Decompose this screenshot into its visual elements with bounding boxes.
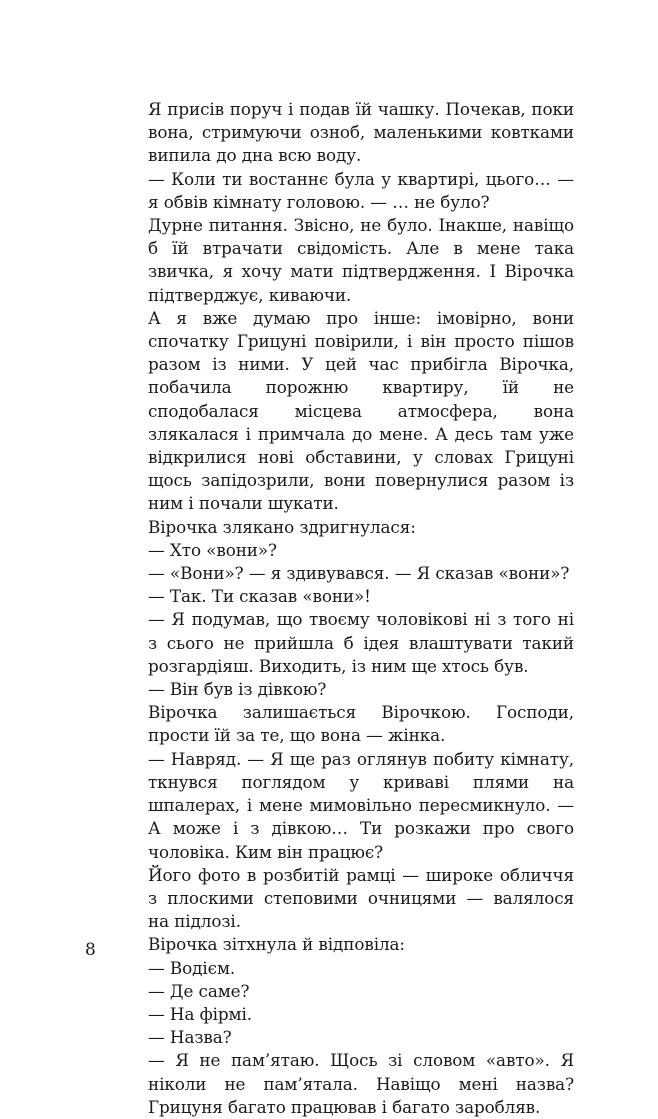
paragraph: Вірочка злякано здригнулася: — [148, 516, 416, 537]
paragraph: — Коли ти востаннє була у квартирі, цього… — я обвів кімнату головою. — … не було? — [148, 168, 574, 212]
paragraph: — На фірмі. — [148, 1003, 252, 1024]
paragraph: — Навряд. — Я ще раз оглянув побиту кімнату, ткнувся поглядом у криваві плями на шпалерах, і мене мимовільно пересмикнуло. — А може і з дівкою… Ти розкажи про свого чоловіка. Ким він працює? — [148, 748, 574, 862]
paragraph: — Хто «вони»? — [148, 539, 277, 560]
paragraph: — Де саме? — [148, 980, 250, 1001]
paragraph: — Назва? — [148, 1027, 232, 1048]
paragraph: Я присів поруч і подав їй чашку. Почекав, поки вона, стримуючи озноб, маленькими ковтками випила до дна всю воду. — [148, 99, 574, 166]
paragraph: — «Вони»? — я здивувався. — Я сказав «вони»? — [148, 563, 570, 584]
paragraph: — Він був із дівкою? — [148, 679, 327, 700]
paragraph: — Так. Ти сказав «вони»! — [148, 586, 371, 607]
body-text — [120, 98, 574, 1119]
paragraph: — Я подумав, що твоєму чоловікові ні з того ні з сього не прийшла б ідея влаштувати такий розгардіяш. Виходить, із ним ще хтось був. — [148, 609, 574, 676]
page-number: 8 — [85, 940, 96, 960]
paragraph: Його фото в розбитій рамці — широке обличчя з плоскими степовими очницями — валялося на підлозі. — [148, 864, 574, 932]
paragraph: Вірочка зітхнула й відповіла: — [148, 934, 405, 955]
paragraph: — Водієм. — [148, 957, 236, 978]
paragraph: — Я не пам’ятаю. Щось зі словом «авто». Я ніколи не пам’ятала. Навіщо мені назва? Грицуня багато працював і багато заробляв. — [148, 1050, 574, 1117]
paragraph: А я вже думаю про інше: імовірно, вони спочатку Грицуні повірили, і він просто пішов разом із ними. У цей час прибігла Вірочка, побачила порожню квартиру, їй не сподобалася місцева атмосфера, вона злякалася і примчала до мене. А десь там уже відкрилися нові обставини, у словах Грицуні щось запідозрили, вони повернулися разом із ним і почали шукати. — [148, 307, 574, 514]
paragraph: Дурне питання. Звісно, не було. Інакше, навіщо б їй втрачати свідомість. Але в мене така звичка, я хочу мати підтвердження. І Вірочка підтверджує, киваючи. — [148, 215, 574, 305]
paragraph: Вірочка залишається Вірочкою. Господи, прости їй за те, що вона — жінка. — [148, 702, 574, 746]
